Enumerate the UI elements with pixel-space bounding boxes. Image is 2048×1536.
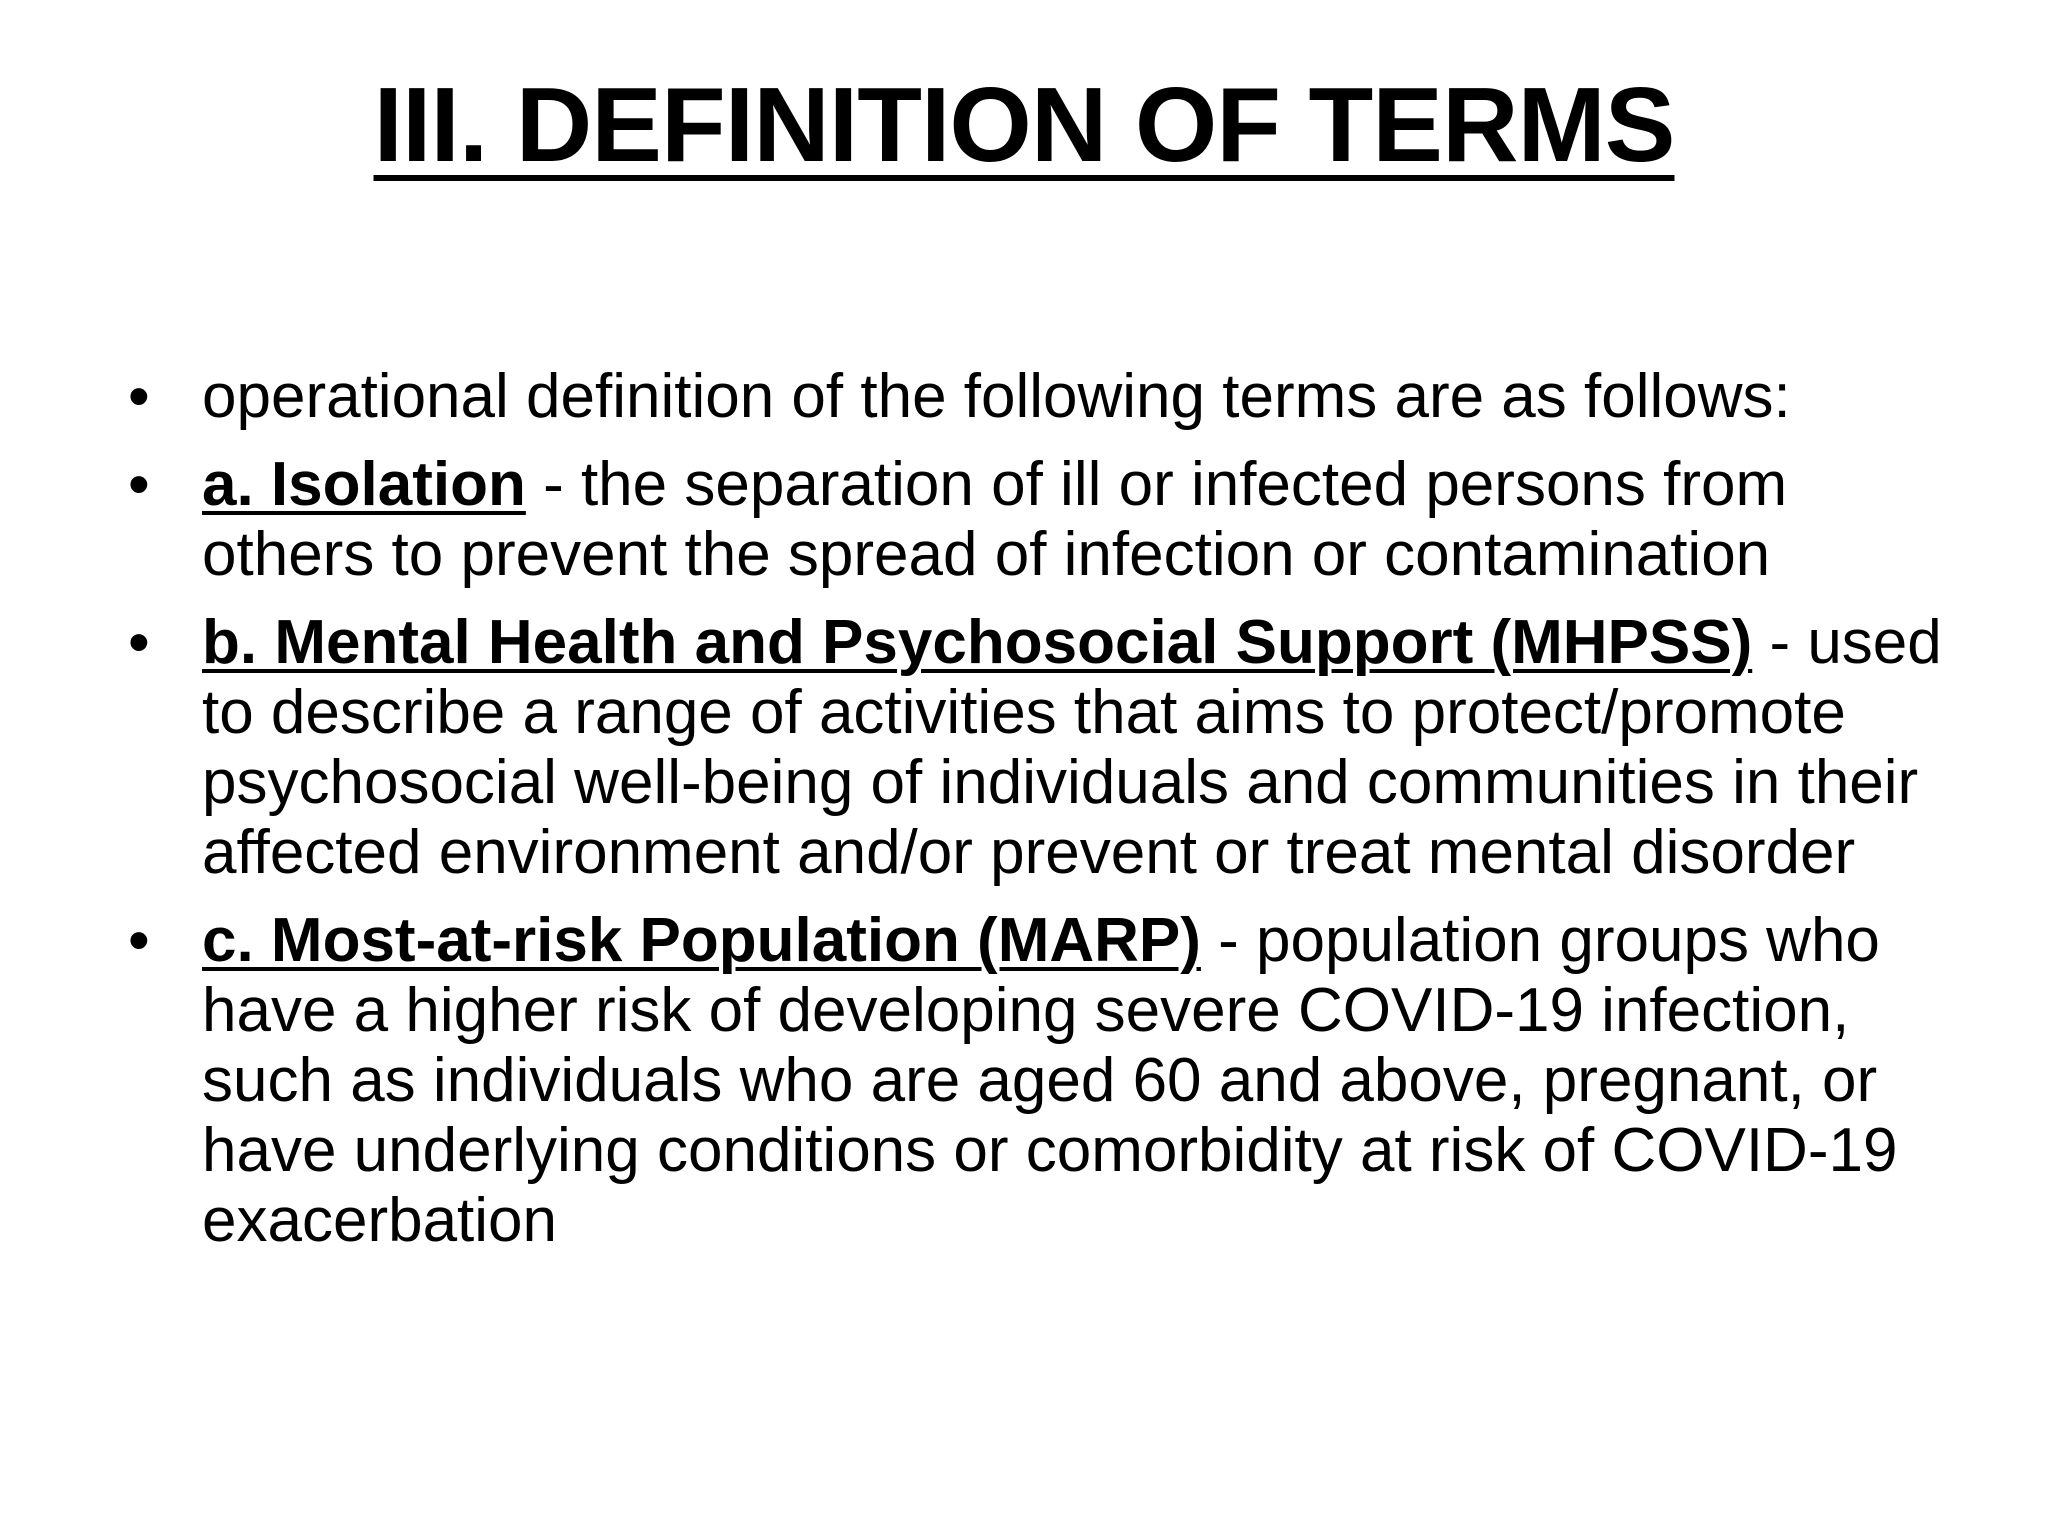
term-mhpss: b. Mental Health and Psychosocial Support (MHPSS) xyxy=(202,608,1753,677)
bullet-dot: • xyxy=(128,362,150,431)
bullet-list xyxy=(118,362,1948,1274)
slide-title xyxy=(0,60,2048,190)
definition-marp: - population groups who have a higher risk of developing severe COVID-19 infection, such as individuals who are aged 60 and above, pregnant, or have underlying conditions or comorbidity at risk of COVID-19 exacerbation xyxy=(202,906,1898,1255)
bullet-mhpss xyxy=(118,608,1948,888)
definition-isolation: - the separation of ill or infected persons from others to prevent the spread of infection or contamination xyxy=(202,450,1788,589)
bullet-intro xyxy=(118,362,1948,432)
term-isolation: a. Isolation xyxy=(202,450,526,519)
bullet-text: operational definition of the following terms are as follows: xyxy=(202,362,1791,431)
bullet-dot: • xyxy=(128,608,150,677)
definition-mhpss: - used to describe a range of activities that aims to protect/promote psychosocial well-being of individuals and communities in their affected environment and/or prevent or treat mental disorder xyxy=(202,608,1942,887)
slide-title-text: III. DEFINITION OF TERMS xyxy=(373,66,1675,184)
bullet-dot: • xyxy=(128,450,150,519)
bullet-marp xyxy=(118,906,1948,1256)
term-marp: c. Most-at-risk Population (MARP) xyxy=(202,906,1201,975)
bullet-dot: • xyxy=(128,906,150,975)
bullet-isolation xyxy=(118,450,1948,590)
